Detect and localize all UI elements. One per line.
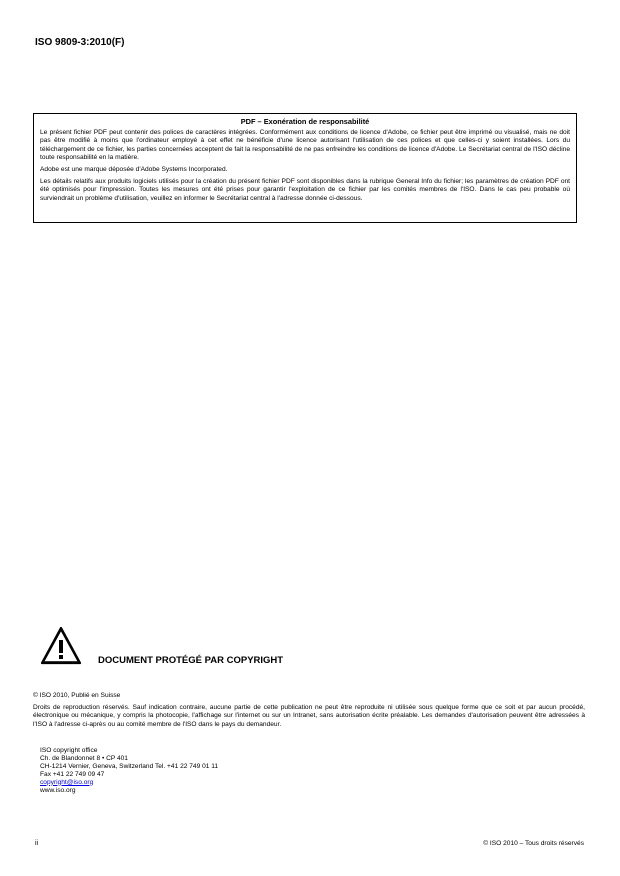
- address-web: www.iso.org: [40, 786, 76, 794]
- email-link[interactable]: copyright@iso.org: [40, 778, 94, 786]
- disclaimer-paragraph: Les détails relatifs aux produits logiciels utilisés pour la création du présent fichier PDF sont disponibles dans la rubrique General Info du fichier; les paramètres de création PDF ont été optimisés pour l'impression. Toutes les mesures ont été prises pour garantir l'exploitation de ce fichier par les comités membres de l'ISO. Dans le cas peu probable où surviendrait un problème d'utilisation, veuillez en informer le Secrétariat central à l'adresse donnée ci-dessous.: [40, 177, 570, 202]
- copyright-line: © ISO 2010, Publié en Suisse: [33, 692, 121, 699]
- address-office: ISO copyright office: [40, 747, 98, 754]
- warning-triangle-icon: [40, 626, 82, 666]
- address-street: Ch. de Blandonnet 8 • CP 401: [40, 754, 128, 762]
- footer-rights: © ISO 2010 – Tous droits réservés: [483, 840, 584, 847]
- rights-paragraph: Droits de reproduction réservés. Sauf indication contraire, aucune partie de cette publication ne peut être reproduite ni utilisée sous quelque forme que ce soit et par aucun procédé, électronique ou mécanique, y compris la photocopie, l'affichage sur l'internet ou sur un Intranet, sans autorisation écrite préalable. Les demandes d'autorisation peuvent être adressées à l'ISO à l'adresse ci-après ou au comité membre de l'ISO dans le pays du demandeur.: [33, 704, 585, 728]
- copyright-title: DOCUMENT PROTÉGÉ PAR COPYRIGHT: [98, 655, 284, 666]
- pdf-disclaimer-box: [33, 113, 577, 223]
- document-id: ISO 9809-3:2010(F): [35, 37, 125, 48]
- address-block: [40, 747, 218, 794]
- disclaimer-title: PDF – Exonération de responsabilité: [240, 117, 370, 126]
- disclaimer-paragraph: Le présent fichier PDF peut contenir des polices de caractères intégrées. Conformément aux conditions de licence d'Adobe, ce fichier peut être imprimé ou visualisé, mais ne doit pas être modifié à moins que l'ordinateur employé à cet effet ne bénéficie d'une licence autorisant l'utilisation de ces polices et que celles-ci y soient installées. Lors du téléchargement de ce fichier, les parties concernées acceptent de fait la responsabilité de ne pas enfreindre les conditions de licence d'Adobe. Le Secrétariat central de l'ISO décline toute responsabilité en la matière.: [40, 128, 570, 162]
- address-fax: Fax +41 22 749 09 47: [40, 770, 105, 778]
- page-number: ii: [35, 840, 39, 847]
- disclaimer-paragraph: Adobe est une marque déposée d'Adobe Systems Incorporated.: [40, 165, 228, 173]
- address-city: CH-1214 Vernier, Geneva, Switzerland Tel. +41 22 749 01 11: [40, 762, 219, 770]
